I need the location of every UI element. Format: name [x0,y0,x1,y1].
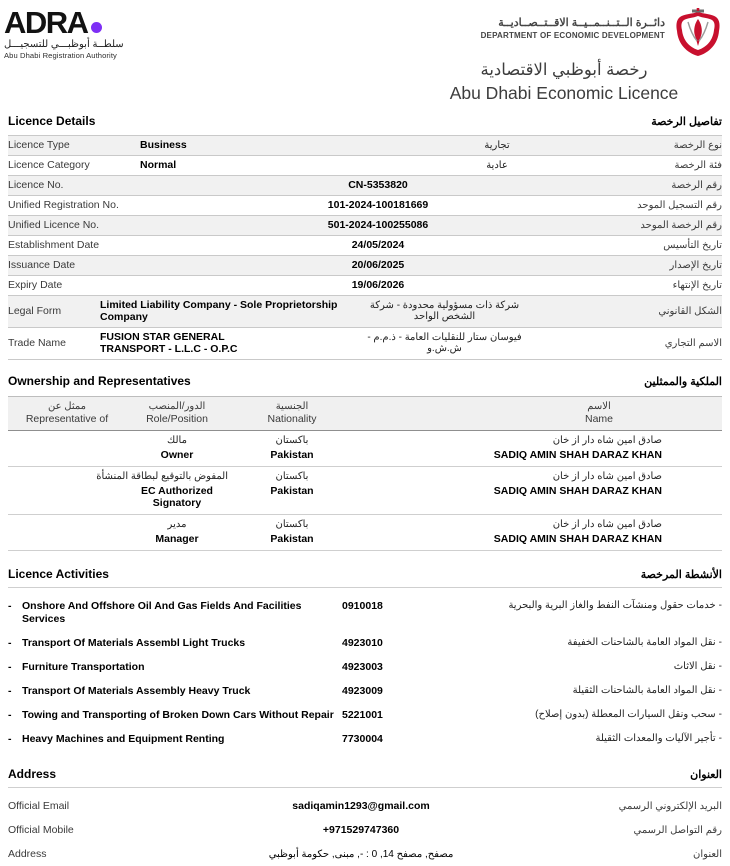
list-item [8,681,722,705]
activity-name-ar-text: نقل المواد العامة بالشاحنات الثقيلة [572,685,716,696]
activity-code: 0910018 [342,600,383,612]
name-en: SADIQ AMIN SHAH DARAZ KHAN [493,449,662,461]
address-value: مصفح, مصفح 14, 0 : -, مبنى, حكومة أبوظبي [268,848,454,860]
activity-code: 7730004 [342,733,383,745]
field-value-ar: فيوسان ستار للنقليات العامة - ذ.م.م - ش.ش.و [367,332,522,354]
name-cell [356,471,722,509]
ownership-heading-en: Ownership and Representatives [8,374,191,388]
field-label-en: Unified Licence No. [8,219,100,231]
nationality-cell [228,519,356,545]
activities-heading [8,567,722,581]
dash-bullet: - [718,661,722,672]
adra-logo [4,5,124,60]
list-item [8,705,722,729]
column-header-en: Name [584,413,613,425]
name-ar: صادق امين شاه دار از خان [552,471,662,482]
field-label-ar: تاريخ الإصدار [669,259,722,271]
licence-details-heading-en: Licence Details [8,114,96,128]
address-heading-ar: العنوان [690,769,722,781]
field-label-ar: رقم التواصل الرسمي [633,824,722,836]
activity-code: 4923009 [342,685,383,697]
column-header-nationality [228,401,356,425]
column-header-name [356,401,722,425]
document-title-english: Abu Dhabi Economic Licence [449,83,679,103]
activity-name-ar [434,600,722,611]
column-header-ar: الجنسية [275,401,309,412]
document-header [0,0,730,114]
role-ar: مدير [167,519,187,530]
field-label-en: Unified Registration No. [8,199,119,211]
field-label-ar: العنوان [693,848,722,860]
field-label-ar: الاسم التجاري [664,337,722,349]
dash-bullet: - [718,709,722,720]
divider [8,587,722,588]
name-ar: صادق امين شاه دار از خان [552,435,662,446]
field-label-ar: رقم الرخصة الموحد [640,219,722,231]
table-row [8,196,722,216]
activity-name-en: Transport Of Materials Assembly Heavy Truck [22,685,251,697]
field-label-en: Licence No. [8,179,64,191]
list-item [8,657,722,681]
licence-details-heading [8,114,722,128]
dash-bullet: - [718,637,722,648]
table-row [8,216,722,236]
table-row [8,842,722,866]
name-cell [356,519,722,545]
role-cell [126,519,228,545]
table-row [8,156,722,176]
ownership-heading-ar: الملكية والممثلين [644,376,722,388]
ded-name-arabic: دائــرة الــتــنــمــيــة الاقــتــصــاديــة [498,17,665,29]
adra-wordmark [4,5,124,40]
representative-of-cell [8,435,126,461]
ded-logo [481,8,724,58]
field-value-en: Limited Liability Company - Sole Proprietorship Company [100,299,338,323]
activity-name-ar [434,685,722,696]
activity-name-ar [434,661,722,672]
dash-bullet: - [718,685,722,696]
role-en: Manager [155,533,199,545]
ownership-heading [8,374,722,388]
table-row [8,515,722,551]
activity-name-en: Towing and Transporting of Broken Down Cars Without Repair [22,709,334,721]
activity-name-ar-text: نقل الاثاث [673,661,716,672]
table-row [8,794,722,818]
field-label-en: Issuance Date [8,259,76,271]
field-value-en: Normal [140,159,177,171]
field-label-ar: فئة الرخصة [674,159,722,171]
document-title-arabic: رخصة أبوظبي الاقتصادية [480,61,648,79]
field-value-ar: عادية [486,159,508,171]
licence-details-table [8,135,722,360]
column-header-en: Representative of [25,413,109,425]
dash-bullet: - [8,733,12,745]
activity-name-ar-text: سحب ونقل السيارات المعطلة (بدون إصلاح) [535,709,716,720]
activity-name-ar-text: تأجير الآليات والمعدات الثقيلة [595,733,716,744]
official-email-value: sadiqamin1293@gmail.com [292,800,430,812]
licence-details-heading-ar: تفاصيل الرخصة [651,116,722,128]
adra-logo-dot-icon [91,22,102,33]
activity-name-ar-text: خدمات حقول ومنشآت النفط والغاز البرية والبحرية [508,600,716,611]
field-value: 19/06/2026 [351,279,405,291]
adra-tagline-arabic: سلطــة أبوظبـــي للتسجيـــل [4,39,124,50]
field-label-en: Legal Form [8,305,62,317]
activities-list [8,596,722,753]
address-list [8,794,722,866]
role-en: EC Authorized Signatory [141,485,213,509]
activity-name-en: Onshore And Offshore Oil And Gas Fields And Facilities Services [22,600,302,625]
representative-of-cell [8,519,126,545]
activity-name-ar-text: نقل المواد العامة بالشاحنات الخفيفة [567,637,716,648]
field-label-en: Expiry Date [8,279,63,291]
activity-name-en: Transport Of Materials Assembl Light Trucks [22,637,246,649]
ded-name-english: DEPARTMENT OF ECONOMIC DEVELOPMENT [480,31,665,40]
role-cell [126,435,228,461]
role-en: Owner [160,449,194,461]
address-section [8,767,722,866]
column-header-en: Nationality [267,413,317,425]
document-title [414,60,714,104]
field-value: 20/06/2025 [351,259,405,271]
address-heading-en: Address [8,767,57,781]
list-item [8,729,722,753]
activity-code: 5221001 [342,709,383,721]
official-mobile-value: +971529747360 [322,824,400,836]
ownership-table-header [8,396,722,431]
nationality-en: Pakistan [270,485,314,497]
adra-wordmark-text: ADRA [4,5,88,40]
field-label-ar: تاريخ التأسيس [663,239,722,251]
field-label-en: Licence Category [8,159,90,171]
table-row [8,176,722,196]
activity-name-ar [434,709,722,720]
field-label-en: Trade Name [8,337,66,349]
table-row [8,296,722,328]
dash-bullet: - [8,685,12,697]
table-row [8,236,722,256]
field-value: CN-5353820 [348,179,408,191]
role-ar: المفوض بالتوقيع لبطاقة المنشأة [96,471,228,482]
column-header-ar: الدور/المنصب [148,401,206,412]
nationality-en: Pakistan [270,449,314,461]
abu-dhabi-emblem-icon [672,8,724,58]
ded-logo-text [481,16,665,40]
column-header-ar: ممثل عن [47,401,87,412]
activity-name-ar [434,733,722,744]
role-ar: مالك [167,435,187,446]
field-label-en: Official Mobile [8,824,74,836]
field-value-en: FUSION STAR GENERAL TRANSPORT - L.L.C - O.P.C [100,331,238,355]
name-cell [356,435,722,461]
name-en: SADIQ AMIN SHAH DARAZ KHAN [493,533,662,545]
table-row [8,136,722,156]
table-row [8,818,722,842]
nationality-ar: باكستان [275,519,309,530]
column-header-en: Role/Position [146,413,208,425]
field-label-ar: نوع الرخصة [673,139,722,151]
name-ar: صادق امين شاه دار از خان [552,519,662,530]
activity-code: 4923003 [342,661,383,673]
field-label-en: Official Email [8,800,70,812]
field-label-ar: الشكل القانوني [658,305,722,317]
dash-bullet: - [8,600,12,612]
nationality-ar: باكستان [275,471,309,482]
activities-heading-ar: الأنشطة المرخصة [640,569,722,581]
activities-heading-en: Licence Activities [8,567,109,581]
nationality-en: Pakistan [270,533,314,545]
ownership-section [8,374,722,551]
field-value-ar: تجارية [484,139,510,151]
field-label-ar: البريد الإلكتروني الرسمي [618,800,722,812]
activity-name-ar [434,637,722,648]
field-label-en: Licence Type [8,139,70,151]
dash-bullet: - [718,600,722,611]
field-value: 101-2024-100181669 [327,199,429,211]
name-en: SADIQ AMIN SHAH DARAZ KHAN [493,485,662,497]
dash-bullet: - [8,661,12,673]
field-label-en: Address [8,848,47,860]
activity-name-en: Heavy Machines and Equipment Renting [22,733,225,745]
nationality-ar: باكستان [275,435,309,446]
field-label-ar: رقم التسجيل الموحد [637,199,722,211]
list-item [8,633,722,657]
adra-tagline-english: Abu Dhabi Registration Authority [4,51,117,60]
activity-code: 4923010 [342,637,383,649]
field-label-en: Establishment Date [8,239,100,251]
table-row [8,328,722,360]
role-cell [96,471,228,509]
dash-bullet: - [8,709,12,721]
field-value-ar: شركة ذات مسؤولية محدودة - شركة الشخص الواحد [369,300,520,322]
activities-section [8,567,722,753]
table-row [8,256,722,276]
field-label-ar: رقم الرخصة [671,179,722,191]
table-row [8,276,722,296]
field-value-en: Business [140,139,187,151]
address-heading [8,767,722,781]
field-value: 501-2024-100255086 [327,219,429,231]
activity-name-en: Furniture Transportation [22,661,145,673]
nationality-cell [228,435,356,461]
dash-bullet: - [8,637,12,649]
nationality-cell [228,471,356,509]
column-header-representative-of [8,401,126,425]
list-item [8,596,722,633]
field-label-ar: تاريخ الإنتهاء [672,279,722,291]
field-value: 24/05/2024 [351,239,405,251]
dash-bullet: - [718,733,722,744]
column-header-ar: الاسم [587,401,611,412]
table-row [8,467,722,515]
divider [8,787,722,788]
table-row [8,431,722,467]
column-header-role-position [126,401,228,425]
